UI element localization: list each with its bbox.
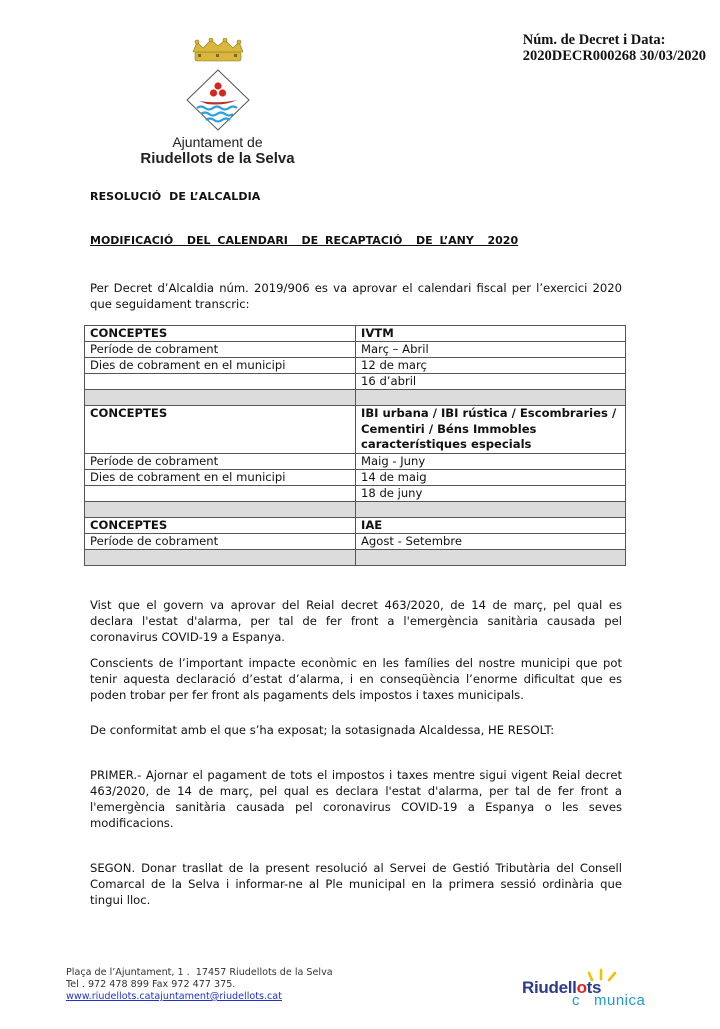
table-cell (85, 485, 356, 501)
covid-paragraph: Vist que el govern va aprovar del Reial decret 463/2020, de 14 de març, pel qual es declara l'estat d'alarma, per tal de fer front a l'emergència sanitària causada pel coronavirus COVID-19 a Espanya. (90, 598, 622, 644)
logo-title-line1: Ajuntament de (172, 134, 263, 150)
table-cell: Període de cobrament (85, 342, 356, 358)
riudellots-comunica-logo (520, 968, 660, 1008)
table-spacer-row (85, 549, 626, 565)
table-cell: 16 d’abril (356, 374, 626, 390)
resolve-paragraph: De conformitat amb el que s’ha exposat; la sotasignada Alcaldessa, HE RESOLT: (90, 723, 555, 737)
table-cell: Març – Abril (356, 342, 626, 358)
table-cell (85, 374, 356, 390)
footer-web-email-link[interactable]: www.riudellots.catajuntament@riudellots.cat (66, 991, 282, 1002)
table-cell: Agost - Setembre (356, 533, 626, 549)
table-cell: Període de cobrament (85, 533, 356, 549)
table-row (85, 485, 626, 501)
footer-phone: Tel . 972 478 899 Fax 972 477 375. (66, 979, 236, 990)
document-subject: MODIFICACIÓ DEL CALENDARI DE RECAPTACIÓ DE L’ANY 2020 (90, 234, 519, 247)
table-cell: CONCEPTES (85, 517, 356, 533)
table-cell: 18 de juny (356, 485, 626, 501)
table-row-header (85, 326, 626, 342)
logo-title-line2: Riudellots de la Selva (140, 150, 295, 167)
table-row (85, 469, 626, 485)
table-cell: Maig - Juny (356, 453, 626, 469)
intro-paragraph: Per Decret d’Alcaldia núm. 2019/906 es va aprovar el calendari fiscal per l’exercici 2020 que seguidament transcric: (90, 281, 622, 311)
table-row-header (85, 406, 626, 454)
footer-contact (66, 967, 333, 1003)
table-cell: 12 de març (356, 358, 626, 374)
table-row-header (85, 517, 626, 533)
table-cell: CONCEPTES (85, 406, 356, 454)
impact-paragraph: Conscients de l’important impacte econòmic en les famílies del nostre municipi que pot tenir aquesta declaració d’estat d’alarma, i en conseqüència l’enorme dificultat que es poden trobar per fer front als pagaments dels impostos i taxes municipals. (90, 656, 622, 702)
table-row (85, 533, 626, 549)
table-cell: IBI urbana / IBI rústica / Escombraries / Cementiri / Béns Immobles característiques especials (356, 406, 626, 454)
table-cell: 14 de maig (356, 469, 626, 485)
table-spacer-row (85, 390, 626, 406)
brand-name: Riudellots (522, 978, 602, 997)
table-row (85, 453, 626, 469)
table-cell: Període de cobrament (85, 453, 356, 469)
coat-of-arms-icon (185, 38, 251, 132)
first-resolution-paragraph: PRIMER.- Ajornar el pagament de tots el impostos i taxes mentre sigui vigent Reial decret 463/2020, de 14 de març, pel qual es declara l'estat d'alarma, per tal de fer front a l'emergència sanitària causada pel coronavirus COVID-19 a Espanya o les seves modificacions. (90, 768, 622, 830)
table-cell: IVTM (356, 326, 626, 342)
brand-tagline: c munica (572, 992, 646, 1009)
second-resolution-paragraph: SEGON. Donar trasllat de la present resolució al Servei de Gestió Tributària del Consell Comarcal de la Selva i informar-ne al Ple municipal en la primera sessió ordinària que tingui lloc. (90, 861, 622, 907)
municipal-logo (135, 38, 300, 168)
table-spacer-row (85, 501, 626, 517)
table-cell: Dies de cobrament en el municipi (85, 469, 356, 485)
table-cell: Dies de cobrament en el municipi (85, 358, 356, 374)
table-row (85, 358, 626, 374)
table-cell: CONCEPTES (85, 326, 356, 342)
table-row (85, 374, 626, 390)
decree-stamp-value: 2020DECR000268 30/03/2020 (522, 48, 706, 64)
decree-stamp (523, 32, 706, 64)
fiscal-calendar-table (84, 325, 626, 566)
document-heading: RESOLUCIÓ DE L’ALCALDIA (90, 190, 261, 203)
decree-stamp-label: Núm. de Decret i Data: (522, 32, 666, 48)
table-row (85, 342, 626, 358)
footer-address: Plaça de l’Ajuntament, 1 . 17457 Riudellots de la Selva (66, 967, 333, 978)
table-cell: IAE (356, 517, 626, 533)
